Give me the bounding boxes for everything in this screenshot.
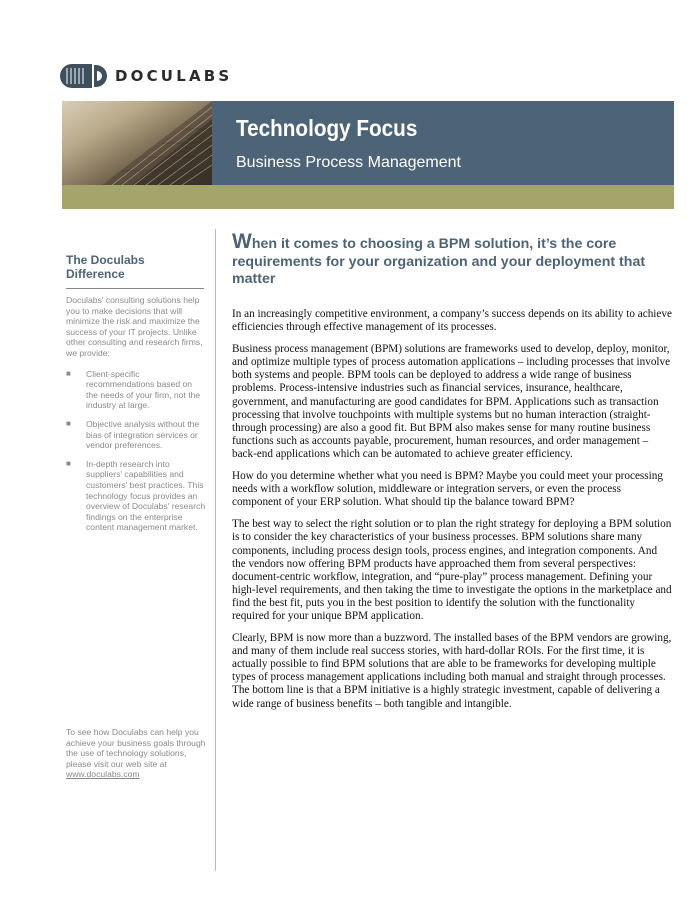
bullet-icon: ■	[66, 458, 71, 468]
page-title: Technology Focus	[236, 115, 418, 141]
sidebar-intro: Doculabs' consulting solutions help you to make decisions that will minimize the risk and maximize the success of your IT projects. Unlike other consulting and research firms, we provide:	[66, 295, 203, 358]
list-item	[66, 369, 206, 411]
header-banner	[62, 101, 674, 185]
paragraph: Clearly, BPM is now more than a buzzword. The installed bases of the BPM vendors are growing, and many of them include real success stories, with hard-dollar ROIs. For the first time, it is actually possible to find BPM solutions that are able to be frameworks for developing multiple types of process management applications including both manual and straight through processes. The bottom line is that a BPM initiative is a highly strategic investment, capable of delivering a wide range of business benefits – both tangible and intangible.	[232, 632, 672, 710]
sidebar-footer-text: To see how Doculabs can help you achieve your business goals through the use of technology solutions, please visit our web site at	[66, 727, 206, 769]
logo-mark-icon	[60, 64, 92, 88]
doculabs-logo	[60, 62, 232, 90]
sidebar	[66, 253, 206, 541]
bullet-icon: ■	[66, 418, 71, 428]
list-item-text: Objective analysis without the bias of integration services or vendor preferences.	[86, 418, 200, 451]
title-box	[212, 101, 674, 185]
list-item	[66, 459, 206, 533]
paragraph: How do you determine whether what you need is BPM? Maybe you could meet your processing needs with a workflow solution, middleware or integration servers, or even the process component of your ERP solution. What should tip the balance toward BPM?	[232, 470, 663, 509]
list-item-text: Client-specific recommendations based on the needs of your firm, not the industry at large.	[86, 368, 201, 411]
paragraph: The best way to select the right solution or to plan the right strategy for deploying a BPM solution is to consider the key characteristics of your business processes. BPM solutions share many components, including process design tools, process engines, and integration components. And the vendors now offering BPM products have approached them from several perspectives: document-centric workflow, integration, and “pure-play” process management. Defining your high-level requirements, and then taking the time to investigate the options in the marketplace and find the best fit, puts you in the best position to identify the solution with the functionality required for your unique BPM application.	[232, 518, 672, 622]
website-link[interactable]: www.doculabs.com	[66, 769, 140, 780]
accent-bar	[62, 185, 674, 209]
paragraph: Business process management (BPM) solutions are frameworks used to develop, deploy, monitor, and optimize multiple types of process automation applications – including processes that involve both systems and people. BPM tools can be deployed to address a wide range of business problems. Process-intensive industries such as financial services, insurance, healthcare, government, and manufacturing are good candidates for BPM. Applications such as transaction processing that involve touchpoints with multiple systems but no human interaction (straight-through processing) are also a good fit. But BPM also makes sense for many routine business functions such as accounts payable, procurement, human resources, and order management – back-end applications which can be automated to achieve greater efficiency.	[232, 343, 671, 460]
page-subtitle: Business Process Management	[236, 154, 461, 171]
bullet-icon: ■	[66, 368, 71, 378]
headline-text: hen it comes to choosing a BPM solution, it’s the core requirements for your organization and your deployment that matter	[232, 236, 646, 288]
logo-d-icon	[94, 65, 107, 87]
building-photo	[62, 101, 212, 185]
logo-text: DOCULABS	[115, 67, 233, 85]
list-item-text: In-depth research into suppliers' capabilities and customers' best practices. This technology focus provides an overview of Doculabs' research findings on the enterprise content management market.	[86, 458, 206, 533]
article-body	[232, 308, 672, 720]
sidebar-list	[66, 369, 206, 533]
sidebar-footer	[66, 727, 206, 780]
list-item	[66, 419, 206, 451]
sidebar-divider	[66, 288, 204, 289]
article-headline	[232, 230, 672, 289]
paragraph: In an increasingly competitive environment, a company’s success depends on its ability to achieve efficiencies through effective management of its processes.	[232, 308, 672, 334]
column-divider	[215, 229, 216, 871]
sidebar-heading: The Doculabs Difference	[66, 253, 145, 281]
headline-initial: W	[232, 230, 252, 253]
